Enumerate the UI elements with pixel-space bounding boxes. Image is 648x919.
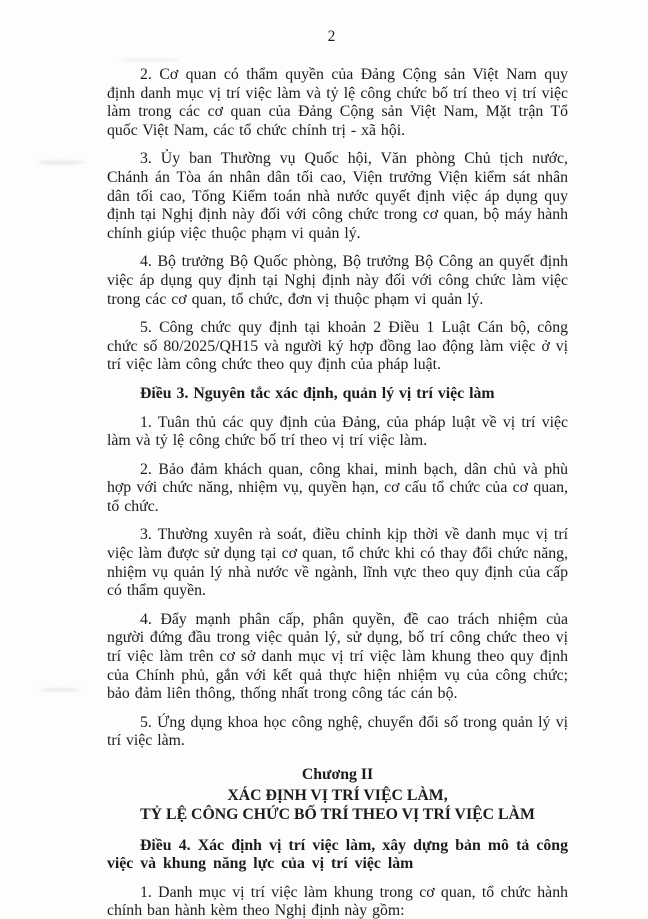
scan-artifact: [120, 58, 180, 62]
article-3-clause-5: 5. Ứng dụng khoa học công nghệ, chuyển đổi số trong quản lý vị trí việc làm.: [107, 713, 568, 750]
scan-artifact: [38, 160, 84, 165]
chapter-2-heading: [107, 765, 568, 825]
page-number: 2: [327, 28, 336, 45]
article-3-clause-2: 2. Bảo đảm khách quan, công khai, minh bạch, dân chủ và phù hợp với chức năng, nhiệm vụ, quyền hạn, cơ cấu tổ chức của cơ quan, tổ chức.: [107, 460, 568, 515]
article-3-clause-3: 3. Thường xuyên rà soát, điều chỉnh kịp thời về danh mục vị trí việc làm được sử dụng tại cơ quan, tổ chức khi có thay đổi chức năng, nhiệm vụ quản lý nhà nước về ngành, lĩnh vực theo quy định của cấp có thẩm quyền.: [107, 526, 568, 600]
scan-artifact: [40, 688, 80, 692]
paragraph-clause-2: 2. Cơ quan có thẩm quyền của Đảng Cộng sản Việt Nam quy định danh mục vị trí việc làm và tỷ lệ công chức bố trí theo vị trí việc làm trong các cơ quan của Đảng Cộng sản Việt Nam, Mặt trận Tổ quốc Việt Nam, các tổ chức chính trị - xã hội.: [107, 66, 568, 139]
paragraph-clause-5: 5. Công chức quy định tại khoản 2 Điều 1 Luật Cán bộ, công chức số 80/2025/QH15 và người ký hợp đồng lao động làm việc ở vị trí việc làm công chức theo quy định của pháp luật.: [107, 319, 568, 374]
article-3-clause-4: 4. Đẩy mạnh phân cấp, phân quyền, đề cao trách nhiệm của người đứng đầu trong việc quản lý, sử dụng, bố trí công chức theo vị trí việc làm trên cơ sở danh mục vị trí việc làm khung theo quy định của Chính phủ, gắn với kết quả thực hiện nhiệm vụ của công chức; bảo đảm liên thông, thống nhất trong công tác cán bộ.: [107, 610, 568, 703]
paragraph-clause-3: 3. Ủy ban Thường vụ Quốc hội, Văn phòng Chủ tịch nước, Chánh án Tòa án nhân dân tối cao, Viện trưởng Viện kiểm sát nhân dân tối cao, Tổng Kiểm toán nhà nước quyết định việc áp dụng quy định tại Nghị định này đối với công chức trong cơ quan, bộ máy hành chính giúp việc thuộc phạm vi quản lý.: [107, 150, 568, 242]
article-3-heading: Điều 3. Nguyên tắc xác định, quản lý vị trí việc làm: [140, 384, 495, 402]
chapter-2-title-line-2: TỶ LỆ CÔNG CHỨC BỐ TRÍ THEO VỊ TRÍ VIỆC LÀM: [140, 806, 535, 823]
article-3-clause-1: 1. Tuân thủ các quy định của Đảng, của pháp luật về vị trí việc làm và tỷ lệ công chức bố trí theo vị trí việc làm.: [107, 413, 568, 450]
article-4-clause-1: 1. Danh mục vị trí việc làm khung trong cơ quan, tổ chức hành chính ban hành kèm theo Nghị định này gồm:: [107, 883, 568, 919]
chapter-2-label: Chương II: [301, 766, 374, 783]
article-4-heading: Điều 4. Xác định vị trí việc làm, xây dựng bản mô tả công việc và khung năng lực của vị trí việc làm: [107, 836, 568, 873]
paragraph-clause-4: 4. Bộ trưởng Bộ Quốc phòng, Bộ trưởng Bộ Công an quyết định việc áp dụng quy định tại Nghị định này đối với công chức làm việc trong các cơ quan, tổ chức, đơn vị thuộc phạm vi quản lý.: [107, 253, 568, 308]
chapter-2-title-line-1: XÁC ĐỊNH VỊ TRÍ VIỆC LÀM,: [227, 786, 448, 804]
